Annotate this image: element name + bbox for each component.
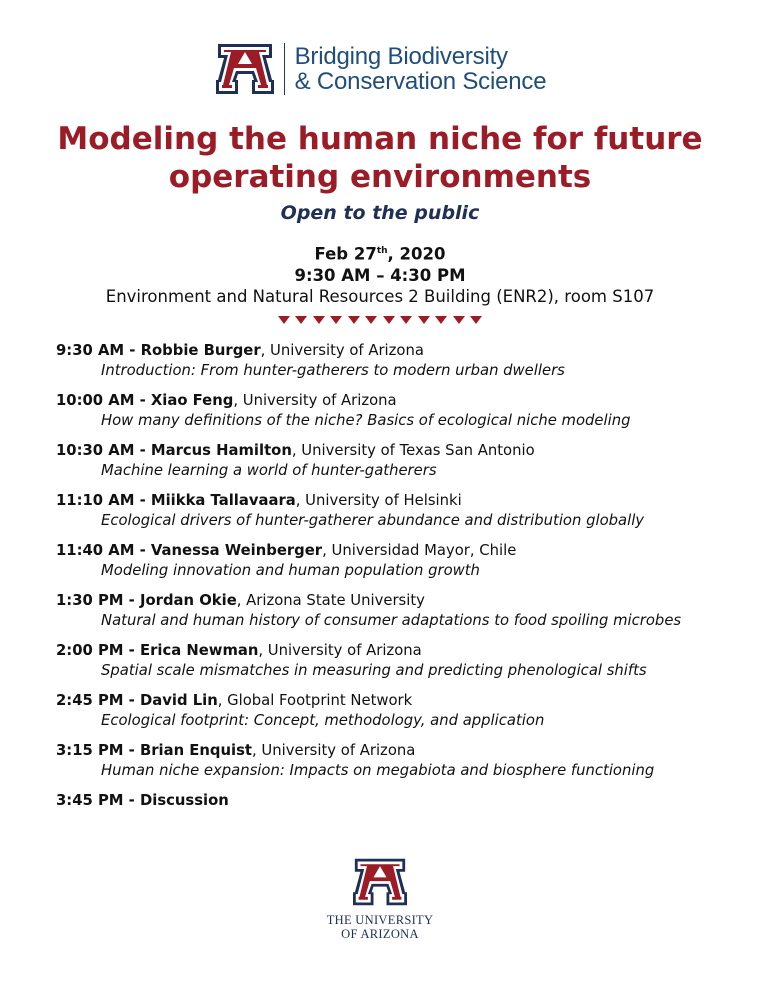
schedule-item-header (56, 541, 746, 561)
event-date (0, 241, 760, 265)
time-and-speaker: 9:30 AM - Robbie Burger (56, 342, 261, 359)
talk-title: How many definitions of the niche? Basics of ecological niche modeling (101, 412, 631, 429)
schedule-item (56, 441, 746, 481)
university-name-line2: OF ARIZONA (341, 927, 419, 941)
triangle-ornament-icon (470, 316, 482, 324)
affiliation: , University of Arizona (233, 392, 397, 409)
header-divider (284, 43, 285, 95)
triangle-ornament-icon (348, 316, 360, 324)
triangle-ornament-icon (278, 316, 290, 324)
triangle-ornament-icon (295, 316, 307, 324)
footer-logo (0, 855, 760, 941)
time-and-speaker: 1:30 PM - Jordan Okie (56, 592, 237, 609)
triangle-ornament-icon (435, 316, 447, 324)
schedule-item-header (56, 641, 746, 661)
affiliation: , Universidad Mayor, Chile (322, 542, 517, 559)
talk-title: Human niche expansion: Impacts on megabiota and biosphere functioning (101, 762, 655, 779)
event-title (0, 120, 760, 196)
schedule-item (56, 591, 746, 631)
schedule-item (56, 491, 746, 531)
schedule-item (56, 691, 746, 731)
program-name-line2: & Conservation Science (294, 68, 547, 95)
university-name-line1: THE UNIVERSITY (326, 913, 434, 927)
talk-title: Modeling innovation and human population growth (101, 562, 480, 579)
header (0, 40, 760, 98)
talk-title: Ecological drivers of hunter-gatherer abundance and distribution globally (101, 512, 645, 529)
affiliation: , University of Texas San Antonio (291, 442, 535, 459)
triangle-ornament-icon (453, 316, 465, 324)
triangle-divider (0, 316, 760, 324)
triangle-ornament-icon (313, 316, 325, 324)
schedule-item-header (56, 341, 746, 361)
schedule-item-header (56, 491, 746, 511)
event-date-year: , 2020 (387, 244, 446, 264)
affiliation: , University of Arizona (258, 642, 422, 659)
schedule-item (56, 791, 746, 811)
event-title-line2: operating environments (168, 159, 592, 195)
event-info (0, 241, 760, 308)
time-and-speaker: 2:00 PM - Erica Newman (56, 642, 259, 659)
schedule-item-header (56, 391, 746, 411)
schedule-item (56, 341, 746, 381)
university-name (327, 913, 434, 941)
affiliation: , University of Helsinki (295, 492, 462, 509)
schedule-item-header (56, 741, 746, 761)
schedule (56, 341, 746, 821)
affiliation: , University of Arizona (252, 742, 416, 759)
time-and-speaker: 2:45 PM - David Lin (56, 692, 218, 709)
schedule-item (56, 641, 746, 681)
triangle-ornament-icon (330, 316, 342, 324)
event-date-day: Feb 27 (314, 244, 377, 264)
arizona-a-logo-icon (214, 40, 276, 98)
schedule-item-header (56, 691, 746, 711)
event-venue: Environment and Natural Resources 2 Building (ENR2), room S107 (105, 286, 655, 306)
event-time: 9:30 AM – 4:30 PM (294, 265, 466, 285)
arizona-a-logo-icon (351, 855, 409, 909)
talk-title: Introduction: From hunter-gatherers to modern urban dwellers (101, 362, 565, 379)
time-and-speaker: 3:45 PM - Discussion (56, 792, 229, 809)
schedule-item (56, 741, 746, 781)
time-and-speaker: 11:40 AM - Vanessa Weinberger (56, 542, 323, 559)
time-and-speaker: 10:30 AM - Marcus Hamilton (56, 442, 292, 459)
affiliation: , University of Arizona (260, 342, 424, 359)
triangle-ornament-icon (383, 316, 395, 324)
time-and-speaker: 3:15 PM - Brian Enquist (56, 742, 253, 759)
talk-title: Spatial scale mismatches in measuring and predicting phenological shifts (101, 662, 647, 679)
schedule-item-header (56, 791, 746, 811)
triangle-ornament-icon (365, 316, 377, 324)
schedule-item-header (56, 591, 746, 611)
event-subtitle: Open to the public (280, 202, 480, 224)
talk-title: Machine learning a world of hunter-gatherers (101, 462, 437, 479)
time-and-speaker: 11:10 AM - Miikka Tallavaara (56, 492, 296, 509)
schedule-item (56, 541, 746, 581)
time-and-speaker: 10:00 AM - Xiao Feng (56, 392, 234, 409)
program-name (295, 44, 547, 94)
triangle-ornament-icon (418, 316, 430, 324)
schedule-item-header (56, 441, 746, 461)
event-title-line1: Modeling the human niche for future (57, 121, 703, 157)
affiliation: , Arizona State University (236, 592, 425, 609)
schedule-item (56, 391, 746, 431)
affiliation: , Global Footprint Network (217, 692, 413, 709)
triangle-ornament-icon (400, 316, 412, 324)
talk-title: Ecological footprint: Concept, methodology, and application (101, 712, 545, 729)
event-date-suffix: th (376, 246, 388, 256)
program-name-line1: Bridging Biodiversity (294, 43, 508, 70)
talk-title: Natural and human history of consumer adaptations to food spoiling microbes (101, 612, 682, 629)
